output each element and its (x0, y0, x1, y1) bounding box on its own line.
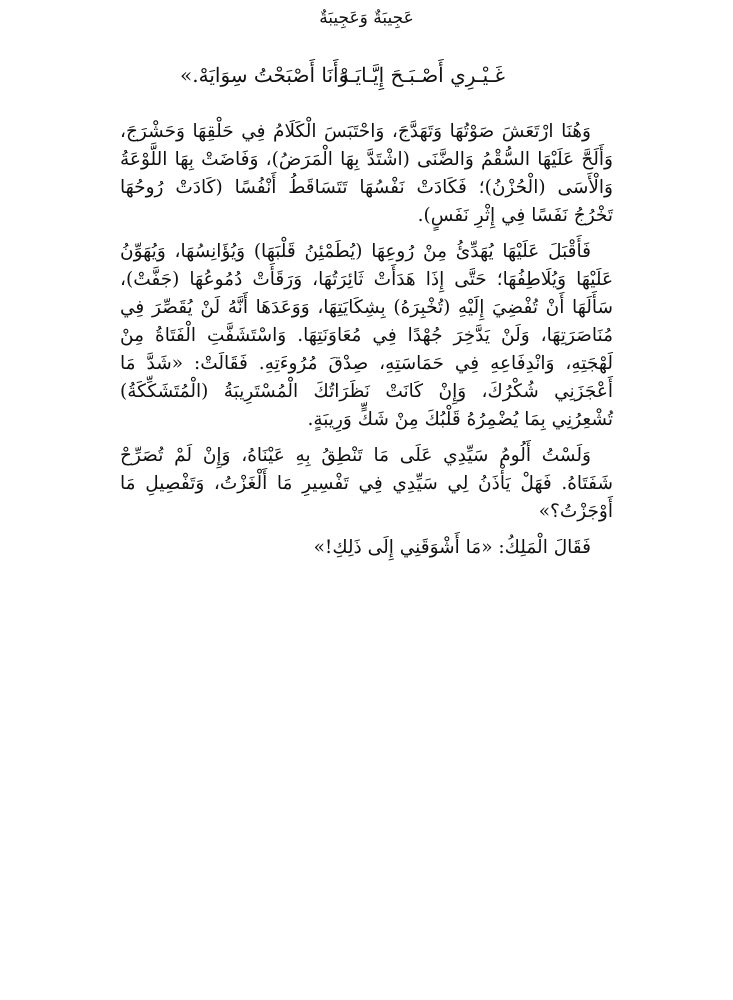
paragraph-4: فَقَالَ الْمَلِكُ: «مَا أَشْوَقَنِي إِلَى ذَلِكِ!» (313, 537, 591, 558)
paragraph-3: وَلَسْتُ أَلُومُ سَيِّدِي عَلَى مَا تَنْطِقُ بِهِ عَيْنَاهُ، وَإِنْ لَمْ تُصَرِّحْ شَفَتَاهُ. فَهَلْ يَأْذَنُ لِي سَيِّدِي فِي تَفْسِيرِ مَا أَلْغَزْتُ، وَتَفْصِيلِ مَا أَوْجَزْتُ؟» (120, 445, 613, 522)
poem-verse (0, 58, 733, 92)
verse-second-hemistich: وَأَنَا أَصْبَحْتُ سِوَايَهْ.» (180, 63, 349, 87)
body-text (120, 118, 613, 570)
paragraph-2: فَأَقْبَلَ عَلَيْهَا يُهَدِّئُ مِنْ رُوعِهَا (يُطَمْئِنُ قَلْبَهَا) وَيُؤَانِسُهَا، وَيُهَوِّنُ عَلَيْهَا وَيُلَاطِفُهَا؛ حَتَّى إِذَا هَدَأَتْ ثَائِرَتُهَا، وَرَقَأَتْ دُمُوعُهَا (جَفَّتْ)، سَأَلَهَا أَنْ تُفْضِيَ إِلَيْهِ (تُخْبِرَهُ) بِشِكَايَتِهَا، وَوَعَدَهَا أَنَّهُ لَنْ يُقَصِّرَ فِي مُنَاصَرَتِهَا، وَلَنْ يَدَّخِرَ جُهْدًا فِي مُعَاوَنَتِهَا. وَاسْتَشَفَّتِ الْفَتَاةُ مِنْ لَهْجَتِهِ، وَانْدِفَاعِهِ فِي حَمَاسَتِهِ، صِدْقَ مُرُوءَتِهِ. فَقَالَتْ: «شَدَّ مَا أَعْجَزَنِي شُكْرُكَ، وَإِنْ كَانَتْ نَظَرَاتُكَ الْمُسْتَرِيبَةُ (الْمُتَشَكِّكَةُ) تُشْعِرُنِي بِمَا يُضْمِرُهُ قَلْبُكَ مِنْ شَكٍّ وَرِيبَةٍ. (120, 241, 613, 430)
paragraph-1: وَهُنَا ارْتَعَشَ صَوْتُهَا وَتَهَدَّجَ، وَاحْتَبَسَ الْكَلَامُ فِي حَلْقِهَا وَحَشْرَجَ، وَأَلَحَّ عَلَيْهَا السُّقْمُ وَالضَّنَى (اشْتَدَّ بِهَا الْمَرَضُ)، وَفَاضَتْ بِهَا اللَّوْعَةُ وَالْأَسَى (الْحُزْنُ)؛ فَكَادَتْ نَفْسُهَا تَتَسَاقَطُ أَنْفُسًا (كَادَتْ رُوحُهَا تَخْرُجُ نَفَسًا فِي إِثْرِ نَفَسٍ). (120, 121, 613, 226)
page-title: عَجِيبَةٌ وَعَجِيبَةٌ (319, 8, 414, 28)
verse-first-hemistich: غَـيْـرِي أَصْـبَـحَ إِيَّـايَـهْ (338, 63, 505, 87)
